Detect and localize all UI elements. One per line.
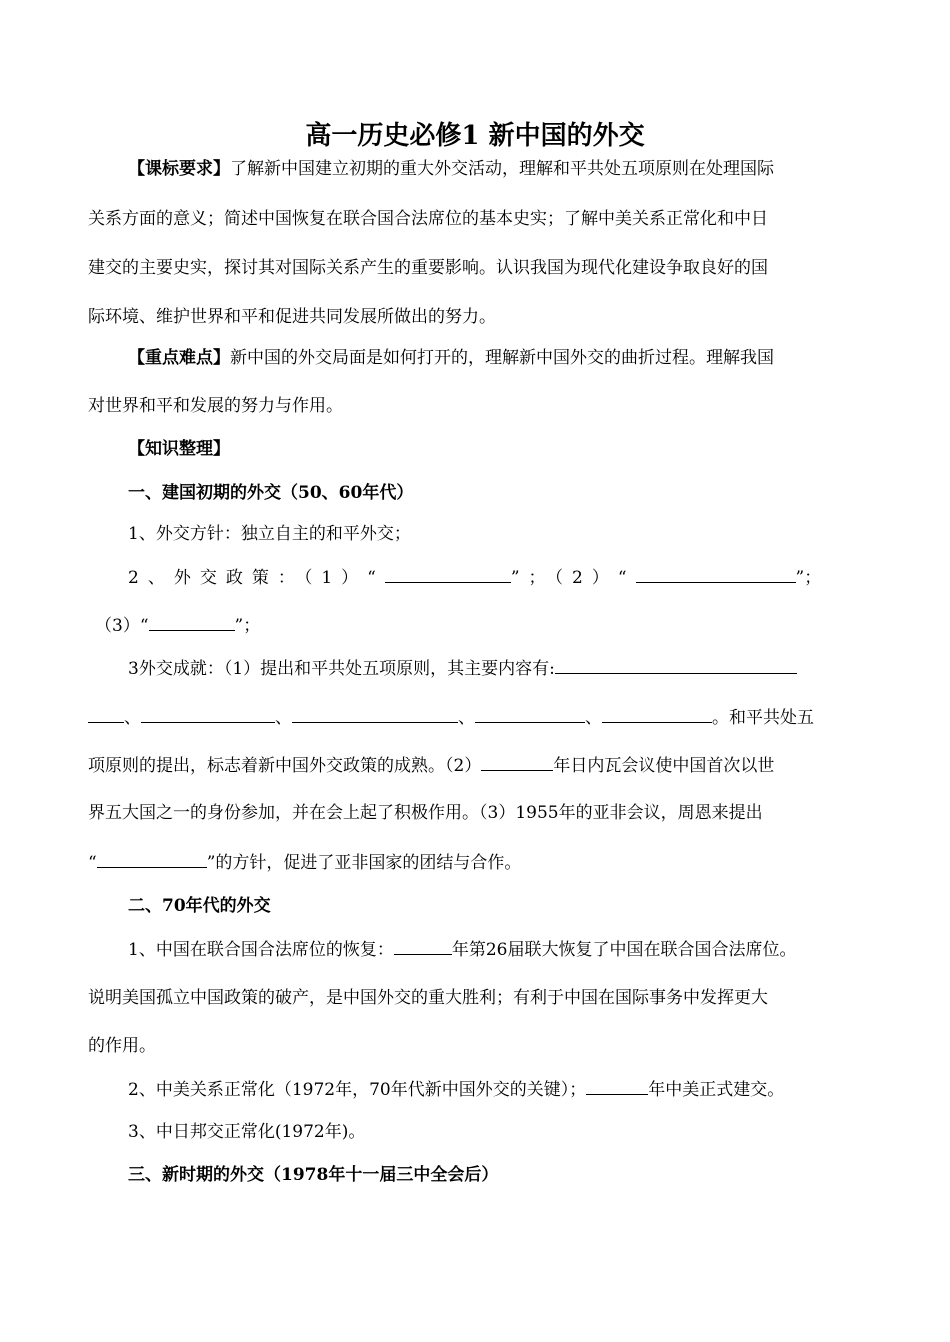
keypoints-label: 【重点难点】 bbox=[128, 348, 230, 368]
blank-field bbox=[88, 705, 124, 723]
blank-field bbox=[475, 705, 585, 723]
section2-item1-line3: 的作用。 bbox=[88, 1036, 156, 1056]
requirements-line-2: 关系方面的意义；简述中国恢复在联合国合法席位的基本史实；了解中美关系正常化和中日 bbox=[88, 209, 768, 229]
blank-field bbox=[141, 705, 275, 723]
section1-item2-line2: （3）“ ”； bbox=[95, 613, 260, 638]
section1-item3-line1: 3外交成就：（1）提出和平共处五项原则，其主要内容有: bbox=[128, 656, 797, 681]
keypoints-line-1: 【重点难点】新中国的外交局面是如何打开的，理解新中国外交的曲折过程。理解我国 bbox=[128, 348, 774, 368]
requirements-label: 【课标要求】 bbox=[128, 159, 230, 179]
section1-item3-line3: 项原则的提出，标志着新中国外交政策的成熟。（2） 年日内瓦会议使中国首次以世 bbox=[88, 753, 774, 778]
requirements-line-4: 际环境、维护世界和平和促进共同发展所做出的努力。 bbox=[88, 307, 496, 327]
section3-heading: 三、新时期的外交（1978年十一届三中全会后） bbox=[128, 1165, 499, 1185]
section1-item2-line1: 2、外交政策：（1）“ ”；（2）“ ”； bbox=[128, 565, 821, 590]
blank-field bbox=[385, 565, 511, 583]
knowledge-label: 【知识整理】 bbox=[128, 439, 230, 459]
page-title: 高一历史必修1 新中国的外交 bbox=[305, 121, 645, 151]
section1-heading: 一、建国初期的外交（50、60年代） bbox=[128, 483, 414, 503]
blank-field bbox=[602, 705, 712, 723]
section1-item3-line4: 界五大国之一的身份参加，并在会上起了积极作用。（3）1955年的亚非会议，周恩来提出 bbox=[88, 803, 763, 823]
section2-item1-line2: 说明美国孤立中国政策的破产，是中国外交的重大胜利；有利于中国在国际事务中发挥更大 bbox=[88, 988, 768, 1008]
requirements-line-1: 【课标要求】了解新中国建立初期的重大外交活动，理解和平共处五项原则在处理国际 bbox=[128, 159, 774, 179]
section1-item3-line5: “ ”的方针，促进了亚非国家的团结与合作。 bbox=[88, 850, 521, 875]
section1-item1: 1、外交方针：独立自主的和平外交； bbox=[128, 524, 411, 544]
section1-item3-line2: 、 、 、 、 。和平共处五 bbox=[88, 705, 814, 730]
blank-field bbox=[292, 705, 458, 723]
blank-field bbox=[97, 850, 207, 868]
section2-item3: 3、中日邦交正常化(1972年)。 bbox=[128, 1122, 366, 1142]
blank-field bbox=[481, 753, 553, 771]
keypoints-line-2: 对世界和平和发展的努力与作用。 bbox=[88, 396, 343, 416]
section2-heading: 二、70年代的外交 bbox=[128, 896, 271, 916]
blank-field bbox=[586, 1077, 648, 1095]
section2-item1-line1: 1、中国在联合国合法席位的恢复： 年第26届联大恢复了中国在联合国合法席位。 bbox=[128, 937, 796, 962]
blank-field bbox=[636, 565, 796, 583]
blank-field bbox=[555, 656, 797, 674]
blank-field bbox=[394, 937, 452, 955]
section2-item2: 2、中美关系正常化（1972年，70年代新中国外交的关键）； 年中美正式建交。 bbox=[128, 1077, 784, 1102]
requirements-line-3: 建交的主要史实，探讨其对国际关系产生的重要影响。认识我国为现代化建设争取良好的国 bbox=[88, 258, 768, 278]
blank-field bbox=[149, 613, 235, 631]
